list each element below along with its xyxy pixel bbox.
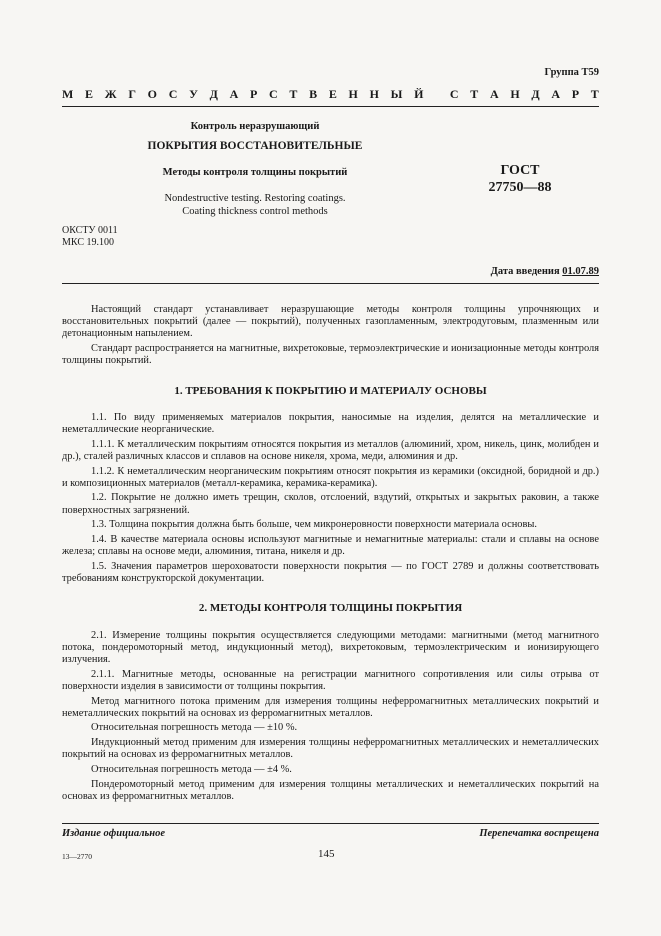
banner-letter: Й (414, 87, 424, 101)
gost-label: ГОСТ (500, 163, 540, 178)
clause-2-1: 2.1. Измерение толщины покрытия осуществляется следующими методами: магнитными (метод магнитного потока, пондеромоторный метод, индукционный метод), вихретоковым, термоэлектрическим и ионизирующего излучения. (62, 629, 599, 665)
document-body (62, 304, 599, 806)
banner-letter: А (229, 87, 239, 101)
standard-banner (62, 87, 599, 102)
banner-letter: Т (470, 87, 479, 101)
banner-letter: С (269, 87, 278, 101)
banner-letter: О (147, 87, 158, 101)
reprint-prohibited-note: Перепечатка воспрещена (479, 828, 599, 839)
gost-code: 27750—88 (488, 180, 552, 195)
header-rule (62, 106, 599, 107)
clause-2-1-1: 2.1.1. Магнитные методы, основанные на регистрации магнитного сопротивления или силы отрыва от поверхности изделия в зависимости от толщины покрытия. (62, 668, 599, 692)
classification-codes (62, 225, 118, 249)
banner-letter: Ж (104, 87, 117, 101)
footer-rule (62, 823, 599, 824)
section-1-heading: 1. ТРЕБОВАНИЯ К ПОКРЫТИЮ И МАТЕРИАЛУ ОСНОВЫ (174, 384, 487, 397)
banner-letter: С (168, 87, 178, 101)
ponderomotive-method-paragraph: Пондеромоторный метод применим для измерения толщины металлических и неметаллических покрытий на основах из ферромагнитных металлов. (62, 778, 599, 802)
gost-number (470, 162, 570, 196)
title-line-2: ПОКРЫТИЯ ВОССТАНОВИТЕЛЬНЫЕ (147, 140, 363, 152)
date-rule (62, 283, 599, 284)
banner-letter: У (189, 87, 198, 101)
title-line-3: Методы контроля толщины покрытий (162, 167, 348, 178)
banner-letter: Р (249, 87, 258, 101)
banner-letter: Н (510, 87, 520, 101)
clause-1-4: 1.4. В качестве материала основы используют магнитные и немагнитные материалы: стали и сплавы на основе железа; сплавы на основе меди, алюминия, титана, никеля и др. (62, 534, 599, 558)
print-code: 13—2770 (62, 852, 92, 861)
clause-1-1-2: 1.1.2. К неметаллическим неорганическим покрытиям относят покрытия из керамики (оксидной, боридной и др.) и композиционных материалов (металл-керамика, керамика-керамика). (62, 465, 599, 489)
banner-letter: Т (289, 87, 298, 101)
section-2-heading: 2. МЕТОДЫ КОНТРОЛЯ ТОЛЩИНЫ ПОКРЫТИЯ (198, 602, 463, 615)
banner-letter: Е (328, 87, 337, 101)
introduction-date (491, 266, 599, 277)
clause-1-1: 1.1. По виду применяемых материалов покрытия, наносимые на изделия, делятся на металлические и неметаллические неорганические. (62, 411, 599, 435)
english-title-2: Coating thickness control methods (182, 206, 328, 217)
banner-letter: В (309, 87, 318, 101)
banner-letter: Д (531, 87, 540, 101)
title-line-1: Контроль неразрушающий (190, 121, 320, 132)
banner-letter: Ы (390, 87, 403, 101)
banner-letter: Р (571, 87, 580, 101)
banner-letter: Т (590, 87, 599, 101)
okstu-code: ОКСТУ 0011 (62, 225, 118, 236)
banner-letter: Д (209, 87, 218, 101)
banner-letter: А (489, 87, 499, 101)
banner-letter: М (62, 87, 74, 101)
english-title-1: Nondestructive testing. Restoring coatings. (164, 193, 346, 204)
banner-letter: Н (369, 87, 379, 101)
banner-letter: С (449, 87, 459, 101)
banner-letter: Н (348, 87, 358, 101)
banner-letter: Е (85, 87, 94, 101)
intro-paragraph-1: Настоящий стандарт устанавливает неразрушающие методы контроля толщины упрочняющих и восстановительных покрытий (далее — покрытий), полученных газопламенным, электродуговым, плазменным или детонационным напылением. (62, 304, 599, 340)
page-number: 145 (318, 848, 335, 860)
clause-1-3: 1.3. Толщина покрытия должна быть больше, чем микронеровности поверхности материала основы. (91, 519, 537, 531)
banner-letter: Г (128, 87, 136, 101)
group-code: Группа Т59 (544, 67, 599, 78)
mks-code: МКС 19.100 (62, 237, 114, 248)
flux-method-paragraph: Метод магнитного потока применим для измерения толщины неферромагнитных металлических покрытий и неметаллических покрытий на основах из ферромагнитных металлов. (62, 695, 599, 719)
clause-1-2: 1.2. Покрытие не должно иметь трещин, сколов, отслоений, вздутий, открытых и закрытых раковин, а также поверхностных загрязнений. (62, 492, 599, 516)
official-edition-note: Издание официальное (62, 828, 166, 839)
banner-letter: А (551, 87, 561, 101)
intro-date-label: Дата введения (490, 266, 560, 277)
banner-letter (435, 87, 438, 102)
error-paragraph-1: Относительная погрешность метода — ±10 %. (91, 722, 298, 734)
intro-paragraph-2: Стандарт распространяется на магнитные, вихретоковые, термоэлектрические и ионизационные методы контроля толщины покрытий. (62, 343, 599, 367)
error-paragraph-2: Относительная погрешность метода — ±4 %. (91, 764, 292, 776)
induction-method-paragraph: Индукционный метод применим для измерения толщины неферромагнитных металлических и неметаллических покрытий на основах из ферромагнитных металлов. (62, 737, 599, 761)
intro-date-value: 01.07.89 (562, 266, 599, 277)
clause-1-1-1: 1.1.1. К металлическим покрытиям относятся покрытия из металлов (алюминий, хром, никель, цинк, молибден и др.), сталей различных классов и сплавов на основе никеля, хрома, меди, алюминия и др. (62, 438, 599, 462)
clause-1-5: 1.5. Значения параметров шероховатости поверхности покрытия — по ГОСТ 2789 и должны соответствовать требованиям конструкторской документации. (62, 560, 599, 585)
